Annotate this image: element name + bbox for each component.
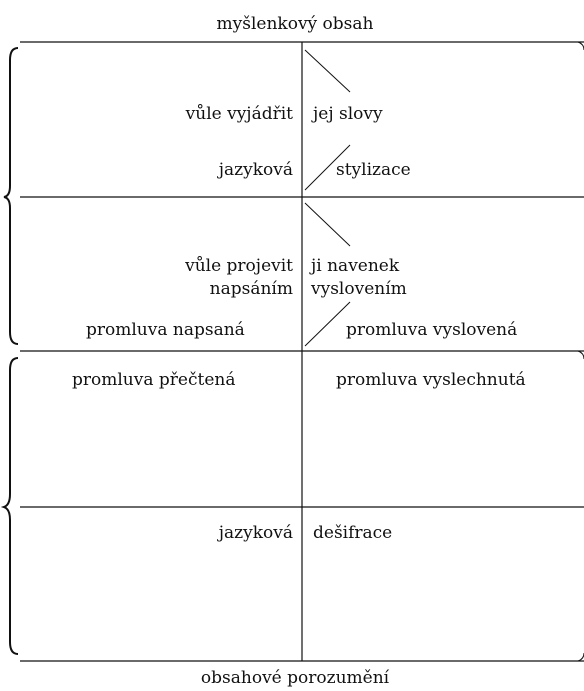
slash-4 <box>305 302 350 346</box>
right-tick-bot <box>578 653 584 661</box>
label-vule-projevit: vůle projevit <box>185 256 293 276</box>
right-tick-mid <box>578 351 584 359</box>
upper-brace <box>4 48 18 344</box>
header-title: myšlenkový obsah <box>216 14 374 34</box>
slash-3 <box>305 203 350 246</box>
label-jazykova-2: jazyková <box>218 523 293 543</box>
label-napsanim: napsáním <box>209 279 293 299</box>
label-jazykova-1: jazyková <box>218 160 293 180</box>
label-promluva-vyslechnuta: promluva vyslechnutá <box>336 370 526 390</box>
label-ji-navenek: ji navenek <box>311 256 400 276</box>
slash-1 <box>305 50 350 92</box>
label-jej-slovy: jej slovy <box>313 104 383 124</box>
label-promluva-napsana: promluva napsaná <box>86 320 245 340</box>
right-tick-top <box>578 42 584 50</box>
footer-title: obsahové porozumění <box>200 668 390 688</box>
label-promluva-vyslovena: promluva vyslovená <box>346 320 518 340</box>
label-promluva-prectena: promluva přečtená <box>72 370 236 390</box>
label-stylizace: stylizace <box>336 160 411 180</box>
label-desifrace: dešifrace <box>313 523 393 543</box>
label-vule-vyjadrit: vůle vyjádřit <box>185 104 293 124</box>
label-vyslovenim: vyslovením <box>311 279 407 299</box>
lower-brace <box>4 358 18 654</box>
